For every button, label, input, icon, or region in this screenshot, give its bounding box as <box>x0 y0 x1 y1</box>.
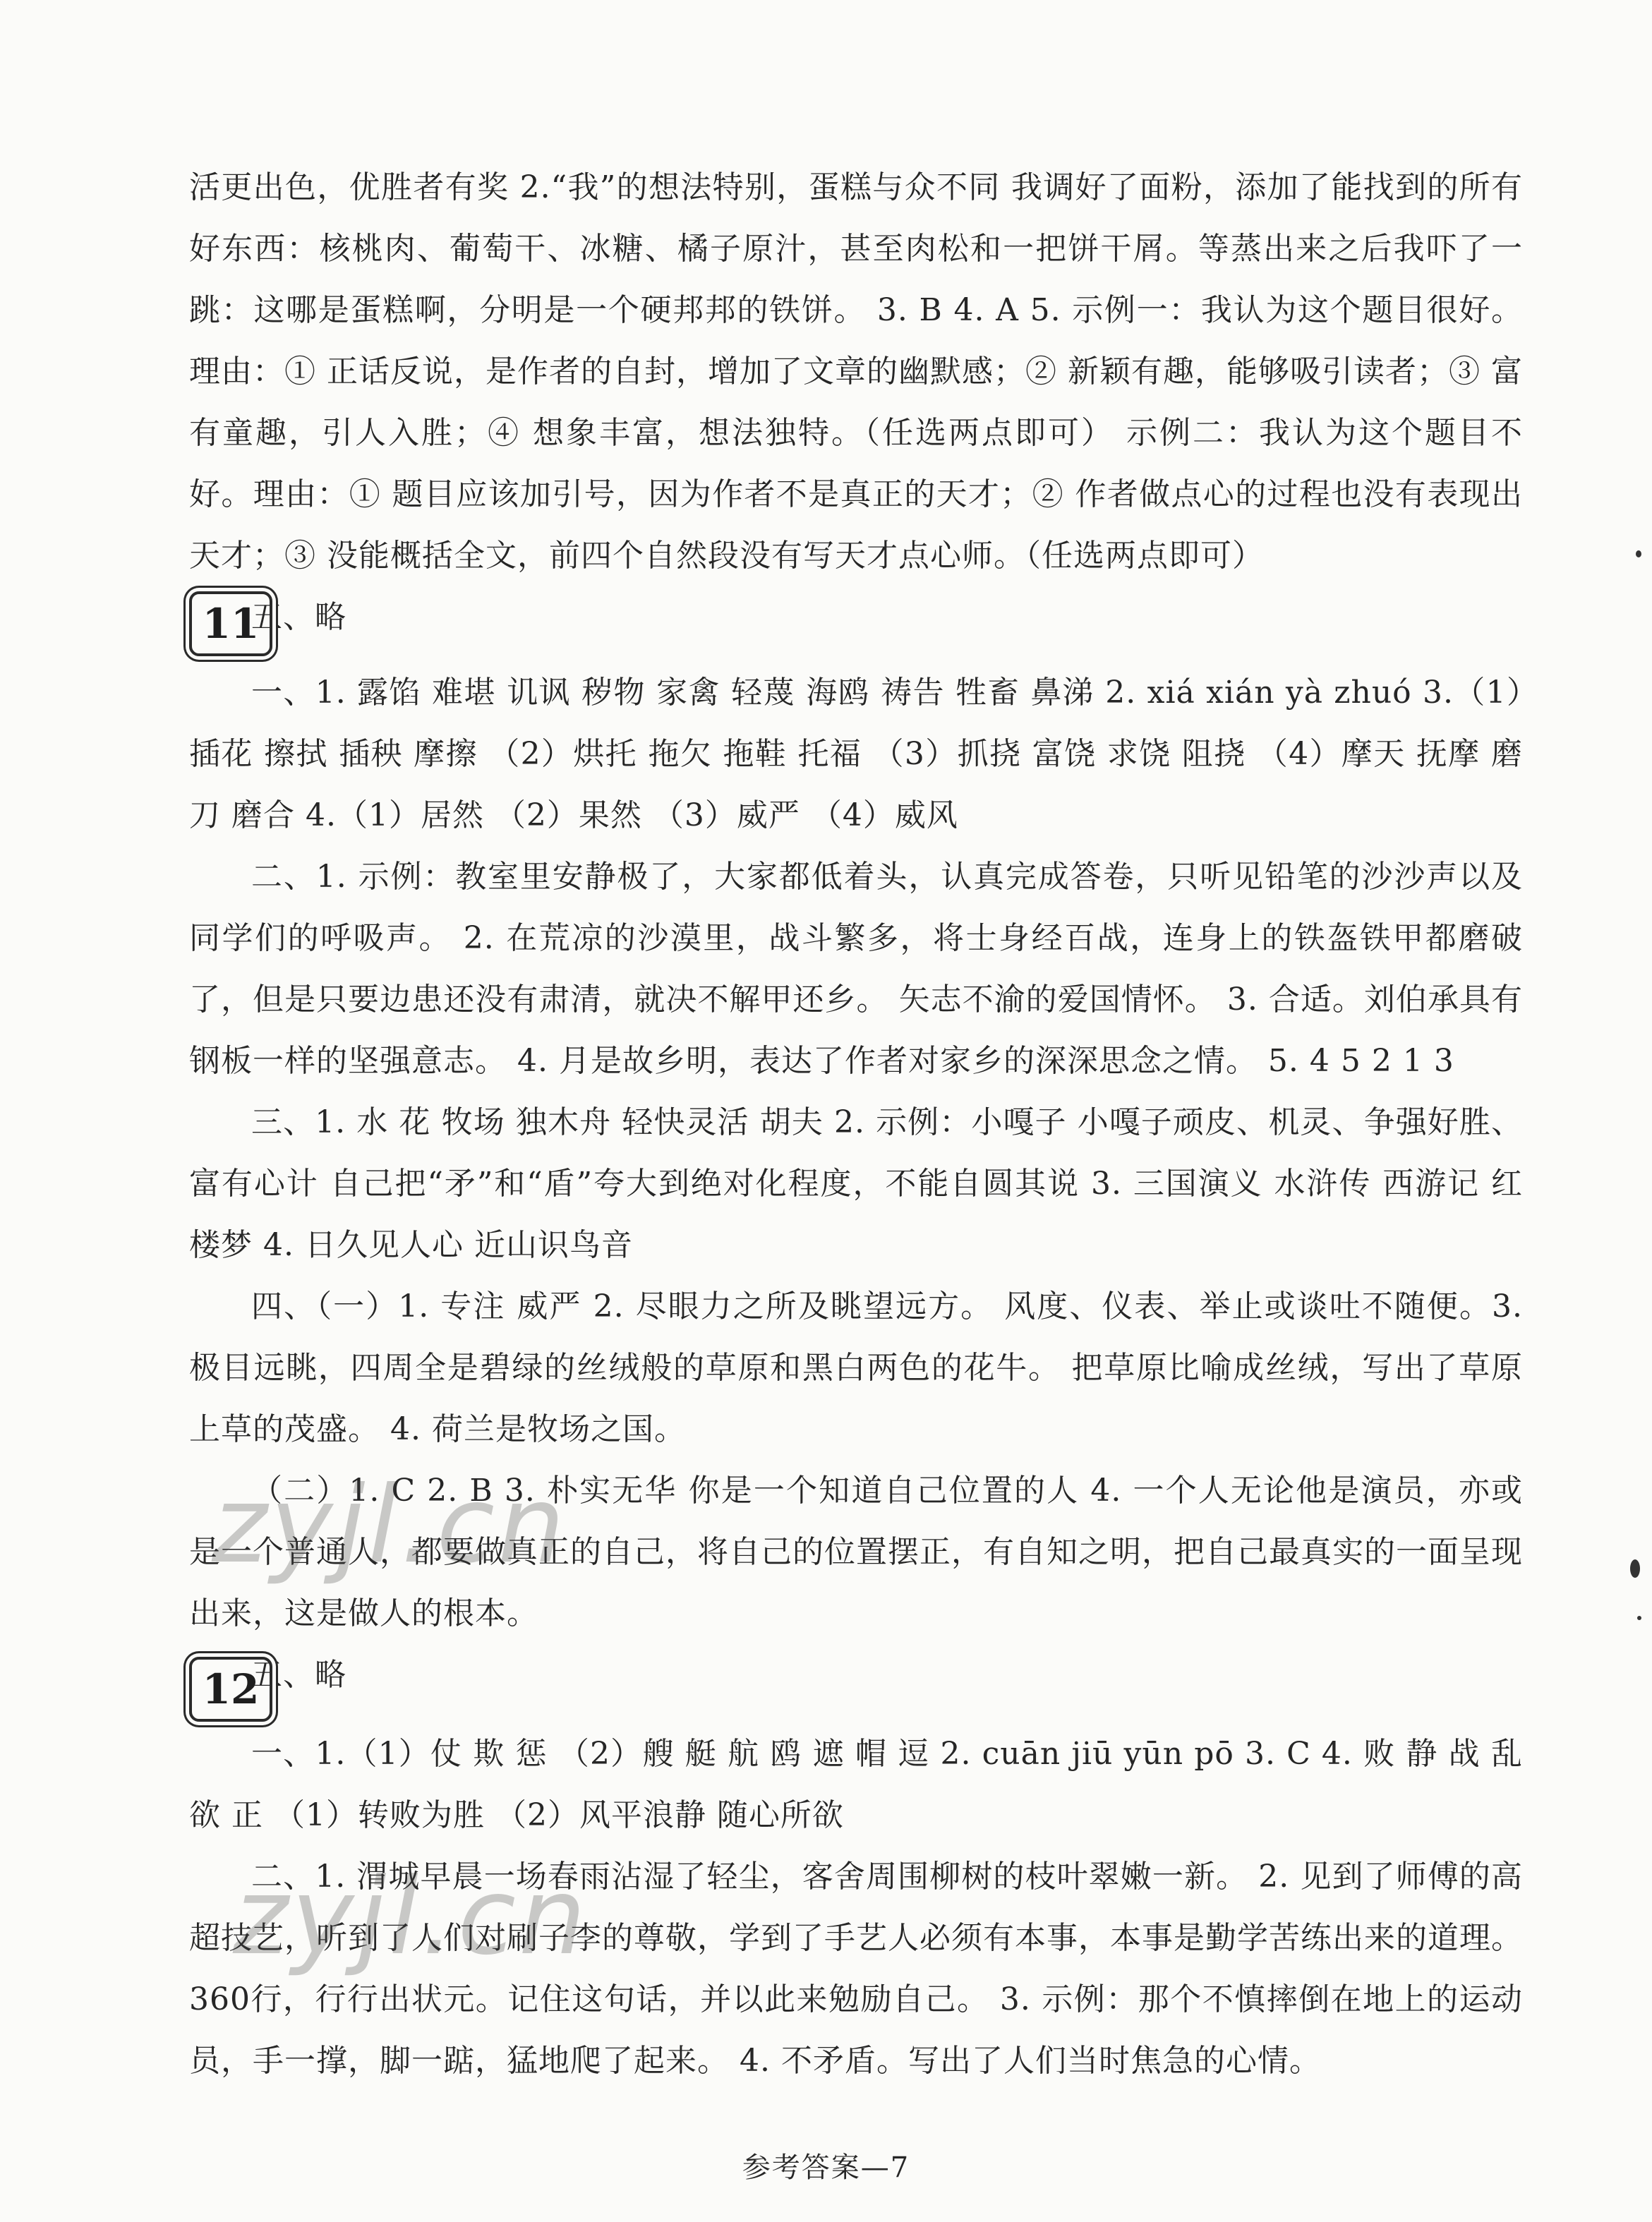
s11-part-4-2: （二）1. C 2. B 3. 朴实无华 你是一个知道自己位置的人 4. 一个人无论他是演员，亦或是一个普通人，都要做真正的自己，将自己的位置摆正，有自知之明，把自己最真实的一面呈现出来，这是做人的根本。 <box>189 1473 1523 1631</box>
s11-part-5: 五、略 <box>251 1657 346 1693</box>
section-5-note: 五、略 <box>251 599 346 635</box>
section-11-badge: 11 <box>189 591 272 656</box>
scan-speck <box>1636 550 1641 557</box>
page-footer: 参考答案—7 <box>742 2151 910 2184</box>
section-11-answers <box>189 662 1523 1705</box>
watermark-lower: zyjl.cn <box>233 1856 589 1979</box>
s12-part-2: 二、1. 渭城早晨一场春雨沾湿了轻尘，客舍周围柳树的枝叶翠嫩一新。 2. 见到了师傅的高超技艺，听到了人们对刷子李的尊敬，学到了手艺人必须有本事，本事是勤学苦练出来的道理。360行，行行出状元。记住这句话，并以此来勉励自己。 3. 示例：那个不慎摔倒在地上的运动员，手一撑，脚一踮，猛地爬了起来。 4. 不矛盾。写出了人们当时焦急的心情。 <box>189 1859 1523 2079</box>
s11-part-1: 一、1. 露馅 难堪 讥讽 秽物 家禽 轻蔑 海鸥 祷告 牲畜 鼻涕 2. xiá xián yà zhuó 3.（1）插花 擦拭 插秧 摩擦 （2）烘托 拖欠 拖鞋 托福 （3）抓挠 富饶 求饶 阻挠 （4）摩天 抚摩 磨刀 磨合 4.（1）居然 （2）果然 （3）威严 （4）威风 <box>189 675 1523 833</box>
s12-part-1: 一、1.（1）仗 欺 惩 （2）艘 艇 航 鸥 遮 帽 逗 2. cuān jiū yūn pō 3. C 4. 败 静 战 乱 欲 正 （1）转败为胜 （2）风平浪静 随心所欲 <box>189 1736 1523 1833</box>
s11-part-2: 二、1. 示例：教室里安静极了，大家都低着头，认真完成答卷，只听见铅笔的沙沙声以及同学们的呼吸声。 2. 在荒凉的沙漠里，战斗繁多，将士身经百战，连身上的铁盔铁甲都磨破了，但是只要边患还没有肃清，就决不解甲还乡。 矢志不渝的爱国情怀。 3. 合适。刘伯承具有钢板一样的坚强意志。 4. 月是故乡明，表达了作者对家乡的深深思念之情。 5. 4 5 2 1 3 <box>189 859 1523 1079</box>
section-12-answers <box>189 1723 1523 2091</box>
scan-speck <box>1630 1559 1640 1578</box>
s11-part-3: 三、1. 水 花 牧场 独木舟 轻快灵活 胡夫 2. 示例：小嘎子 小嘎子顽皮、机灵、争强好胜、富有心计 自己把“矛”和“盾”夸大到绝对化程度，不能自圆其说 3. 三国演义 水浒传 西游记 红楼梦 4. 日久见人心 近山识鸟音 <box>189 1104 1523 1263</box>
scan-speck <box>1637 1616 1641 1620</box>
s11-part-4: 四、（一）1. 专注 威严 2. 尽眼力之所及眺望远方。 风度、仪表、举止或谈吐不随便。3. 极目远眺，四周全是碧绿的丝绒般的草原和黑白两色的花牛。 把草原比喻成丝绒，写出了草原上草的茂盛。 4. 荷兰是牧场之国。 <box>189 1288 1523 1447</box>
section-12-badge: 12 <box>189 1657 272 1722</box>
previous-section-continuation <box>189 157 1523 648</box>
watermark-upper: zyjl.cn <box>212 1464 568 1587</box>
continuation-paragraph: 活更出色，优胜者有奖 2.“我”的想法特别，蛋糕与众不同 我调好了面粉，添加了能找到的所有好东西：核桃肉、葡萄干、冰糖、橘子原汁，甚至肉松和一把饼干屑。等蒸出来之后我吓了一跳：这哪是蛋糕啊，分明是一个硬邦邦的铁饼。 3. B 4. A 5. 示例一：我认为这个题目很好。理由：① 正话反说，是作者的自封，增加了文章的幽默感；② 新颖有趣，能够吸引读者；③ 富有童趣，引人入胜；④ 想象丰富，想法独特。（任选两点即可） 示例二：我认为这个题目不好。理由：① 题目应该加引号，因为作者不是真正的天才；② 作者做点心的过程也没有表现出天才；③ 没能概括全文，前四个自然段没有写天才点心师。（任选两点即可） <box>189 169 1523 574</box>
